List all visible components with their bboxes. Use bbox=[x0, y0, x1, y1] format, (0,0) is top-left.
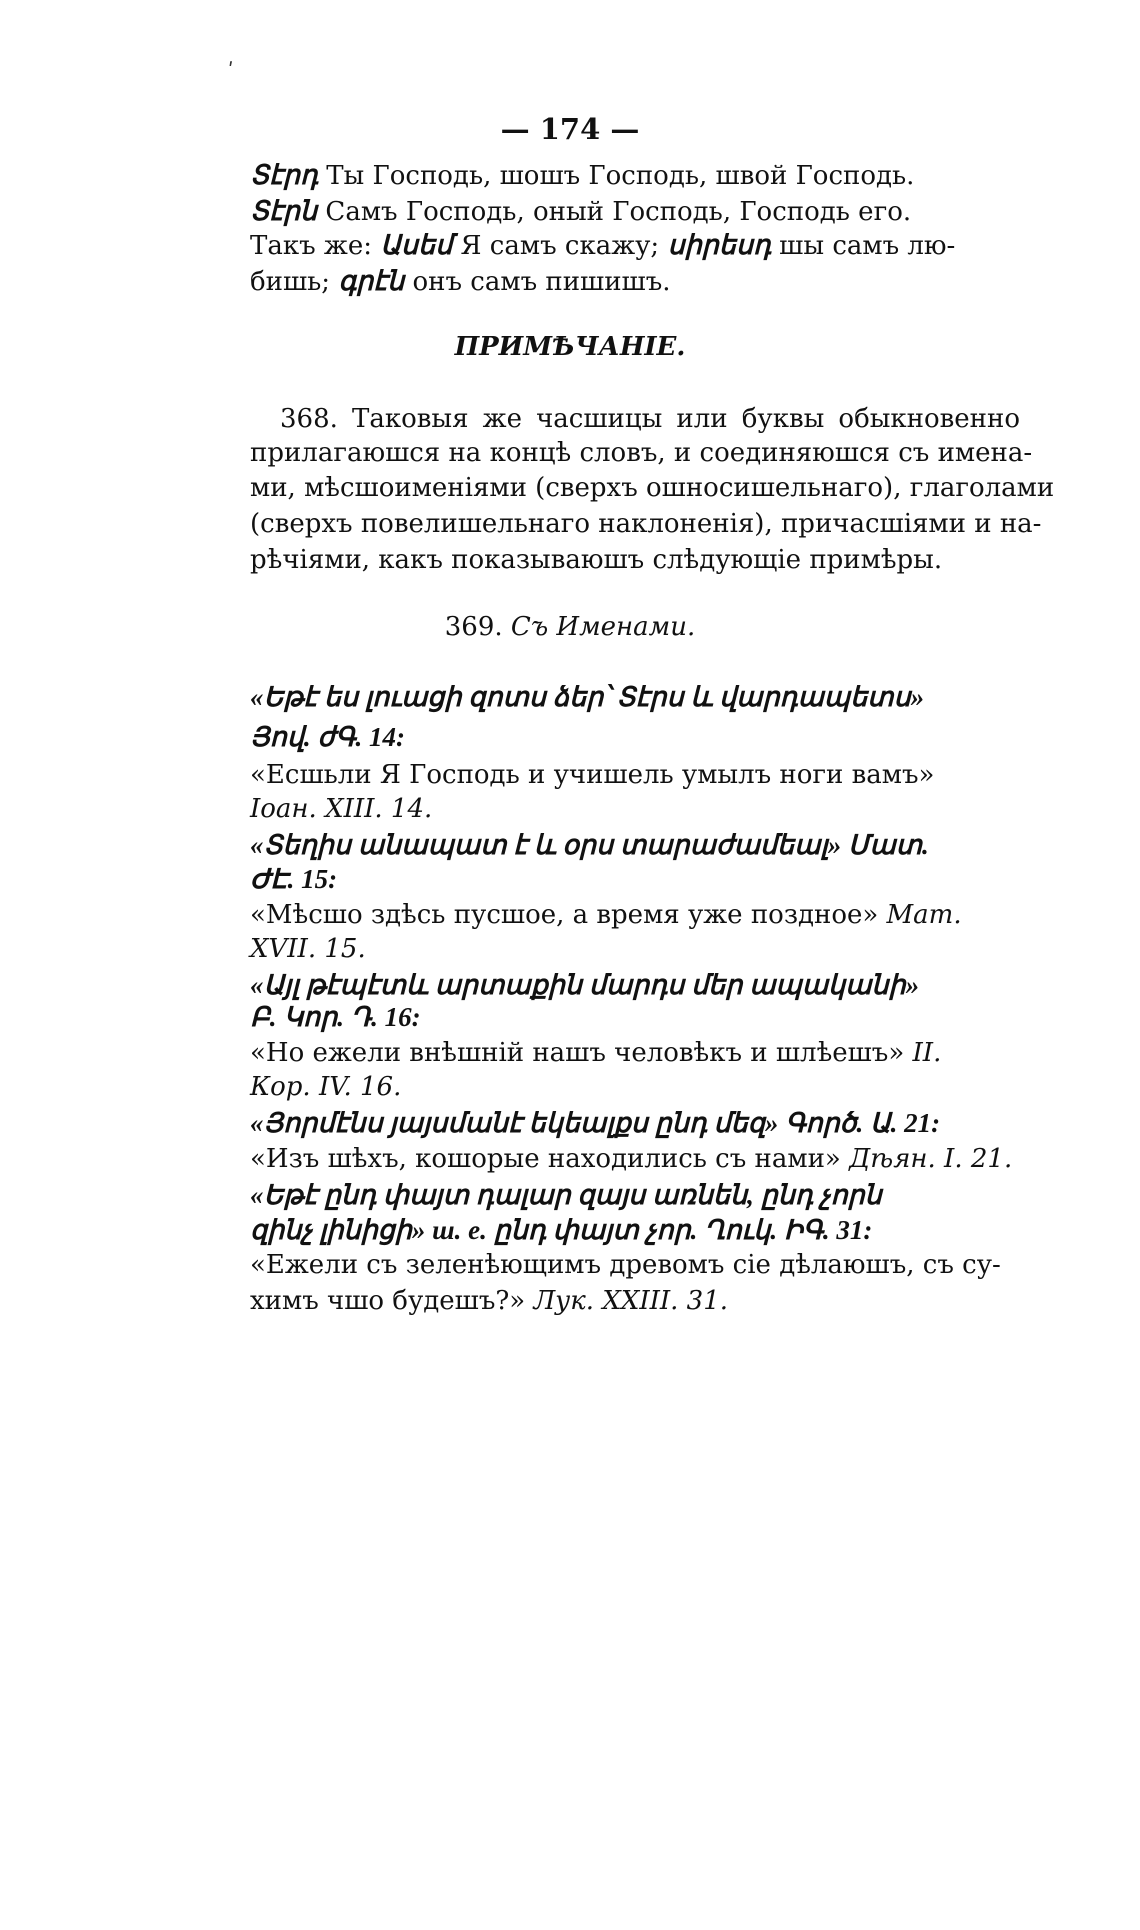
intro-line-2 bbox=[250, 194, 1020, 229]
armenian-word: Տէրն bbox=[250, 196, 318, 226]
russian-text: шы самъ лю- bbox=[770, 231, 956, 261]
reference: II. bbox=[912, 1038, 942, 1068]
example-line bbox=[250, 758, 1020, 792]
reference: Лук. XXIII. 31. bbox=[533, 1286, 729, 1316]
armenian-text: «Այլ թէպէտև արտաքին մարդս մեր ապականի» bbox=[250, 970, 920, 1000]
reference: Кор. IV. 16. bbox=[250, 1072, 402, 1102]
example-line bbox=[250, 932, 1020, 966]
section-heading bbox=[180, 610, 960, 644]
example-line bbox=[250, 1142, 1020, 1176]
example-line bbox=[250, 720, 1020, 755]
armenian-text: «Եթէ ես լուացի զոտս ձեր՝ Տէրս և վարդապետս» bbox=[250, 682, 925, 712]
armenian-text: զինչ լինիցի» ш. е. ընդ փայտ չոր. Ղուկ. ԻԳ. 31: bbox=[250, 1215, 873, 1245]
armenian-word: սիրեսդ bbox=[667, 230, 771, 260]
example-line bbox=[250, 862, 1020, 897]
paragraph-line: 368. Таковыя же часшицы или буквы обыкновенно bbox=[280, 404, 1020, 434]
armenian-text: «Եթէ ընդ փայտ դալար զայս առնեն, ընդ չորն bbox=[250, 1180, 882, 1210]
reference: Мат. bbox=[886, 900, 962, 930]
intro-line-1 bbox=[250, 158, 1020, 193]
russian-text: «Но ежели внѣшній нашъ человѣкъ и шлѣешъ» bbox=[250, 1038, 905, 1068]
intro-line-4 bbox=[250, 264, 1020, 299]
section-title: Съ Именами. bbox=[510, 612, 696, 642]
russian-text: бишь; bbox=[250, 267, 339, 297]
armenian-text: ԺԷ. 15: bbox=[250, 864, 338, 894]
russian-text: онъ самъ пишишъ. bbox=[404, 267, 671, 297]
example-line bbox=[250, 968, 1020, 1003]
armenian-text: «Տեղիս անապատ է և օրս տարաժամեալ» Մատ. bbox=[250, 830, 929, 860]
russian-text: Ты Господь, шошъ Господь, швой Господь. bbox=[317, 161, 915, 191]
example-line bbox=[250, 1248, 1020, 1282]
intro-line-3 bbox=[250, 228, 1020, 263]
example-line bbox=[250, 680, 1020, 715]
example-line bbox=[250, 1178, 1020, 1213]
russian-text: Такъ же: bbox=[250, 231, 381, 261]
reference: Іоан. XIII. 14. bbox=[250, 794, 433, 824]
page-number: — 174 — bbox=[500, 112, 640, 146]
example-line bbox=[250, 1284, 1020, 1318]
example-line bbox=[250, 792, 1020, 826]
russian-text: «Изъ шѣхъ, кошорые находились съ нами» bbox=[250, 1144, 841, 1174]
armenian-word: գրէն bbox=[338, 266, 405, 296]
armenian-word: Տէրդ bbox=[250, 160, 318, 190]
russian-text: «Есшьли Я Господь и учишель умылъ ноги вамъ» bbox=[250, 760, 935, 790]
russian-text: Я самъ скажу; bbox=[452, 231, 668, 261]
reference: Дѣян. I. 21. bbox=[849, 1144, 1013, 1174]
note-heading: ПРИМѢЧАНІЕ. bbox=[454, 332, 686, 362]
paragraph-line: (сверхъ повелишельнаго наклоненія), причасшіями и на- bbox=[250, 509, 1042, 539]
example-line bbox=[250, 1213, 1020, 1248]
paragraph-line: прилагаюшся на концѣ словъ, и соединяюшся съ имена- bbox=[250, 438, 1033, 468]
paragraph-line: ми, мѣсшоименіями (сверхъ ошносишельнаго), глаголами bbox=[250, 473, 1055, 503]
example-line bbox=[250, 828, 1020, 863]
example-line bbox=[250, 1036, 1020, 1070]
example-line bbox=[250, 1000, 1020, 1035]
russian-text: Самъ Господь, оный Господь, Господь его. bbox=[317, 197, 912, 227]
armenian-text: «Յորմէնս յայսմանէ եկեալքս ընդ մեզ» Գործ. Ա. 21: bbox=[250, 1108, 941, 1138]
example-line bbox=[250, 1106, 1020, 1141]
armenian-text: Յով. ժԳ. 14: bbox=[250, 722, 405, 752]
russian-text: «Ежели съ зеленѣющимъ древомъ сіе дѣлаюшъ, съ су- bbox=[250, 1250, 1001, 1280]
reference: XVII. 15. bbox=[250, 934, 366, 964]
stray-mark: ʹ bbox=[228, 58, 234, 82]
example-line bbox=[250, 898, 1020, 932]
russian-text: «Мѣсшо здѣсь пусшое, а время уже поздное» bbox=[250, 900, 879, 930]
section-number: 369. bbox=[444, 612, 503, 642]
example-line bbox=[250, 1070, 1020, 1104]
armenian-word: Ասեմ bbox=[380, 230, 453, 260]
russian-text: химъ чшо будешъ?» bbox=[250, 1286, 526, 1316]
paragraph-line: рѣчіями, какъ показываюшъ слѣдующіе примѣры. bbox=[250, 545, 943, 575]
armenian-text: Բ. Կոր. Դ. 16: bbox=[250, 1002, 421, 1032]
